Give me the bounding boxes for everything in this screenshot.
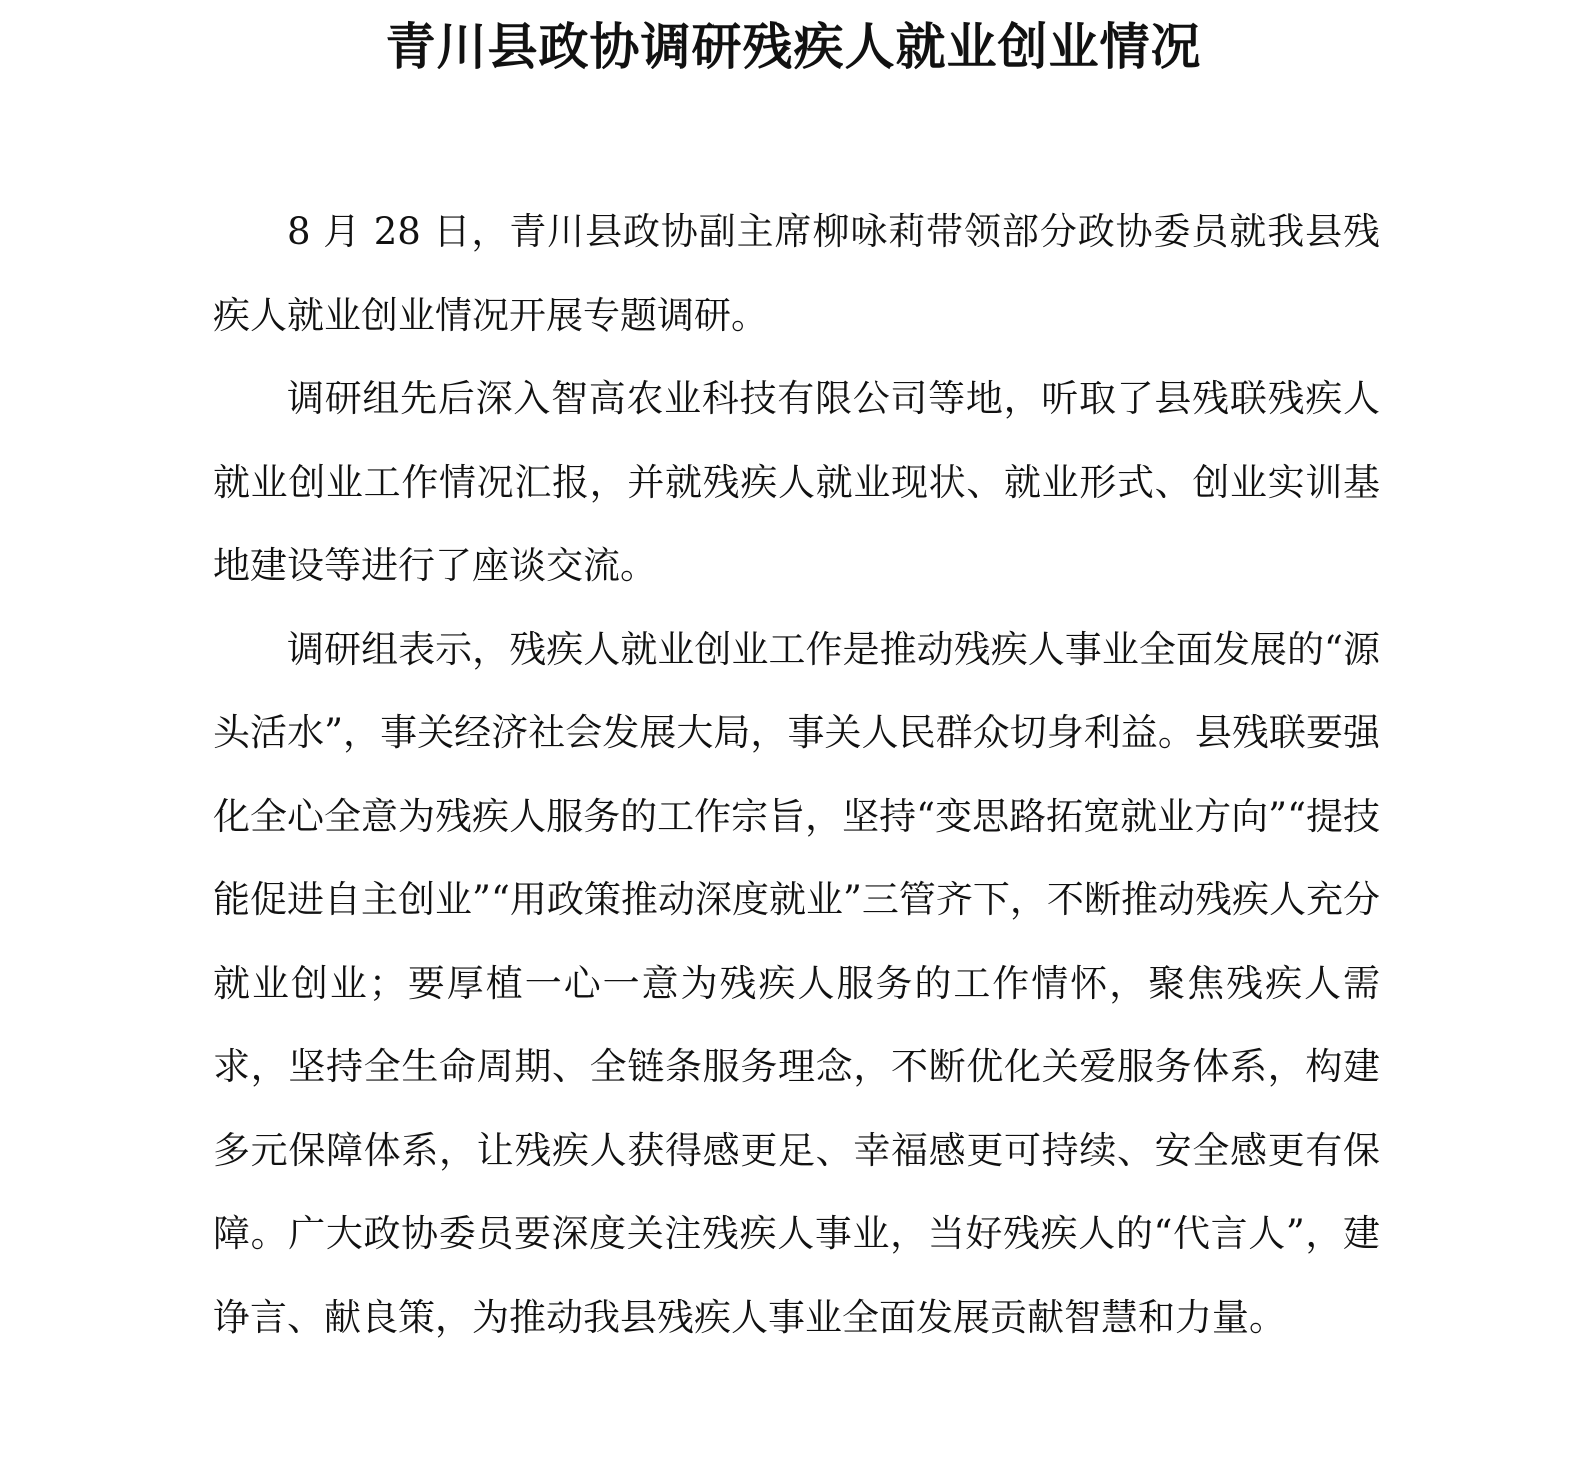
paragraph-2: 调研组先后深入智高农业科技有限公司等地，听取了县残联残疾人就业创业工作情况汇报，并就残疾人就业现状、就业形式、创业实训基地建设等进行了座谈交流。 xyxy=(213,377,1380,587)
paragraph-1: 8 月 28 日，青川县政协副主席柳咏莉带领部分政协委员就我县残疾人就业创业情况开展专题调研。 xyxy=(213,210,1380,337)
document-body xyxy=(213,190,1380,1359)
document-title: 青川县政协调研残疾人就业创业情况 xyxy=(385,17,1202,76)
paragraph-3: 调研组表示，残疾人就业创业工作是推动残疾人事业全面发展的“源头活水”，事关经济社会发展大局，事关人民群众切身利益。县残联要强化全心全意为残疾人服务的工作宗旨，坚持“变思路拓宽就业方向”“提技能促进自主创业”“用政策推动深度就业”三管齐下，不断推动残疾人充分就业创业；要厚植一心一意为残疾人服务的工作情怀，聚焦残疾人需求，坚持全生命周期、全链条服务理念，不断优化关爱服务体系，构建多元保障体系，让残疾人获得感更足、幸福感更可持续、安全感更有保障。广大政协委员要深度关注残疾人事业，当好残疾人的“代言人”，建诤言、献良策，为推动我县残疾人事业全面发展贡献智慧和力量。 xyxy=(213,627,1380,1339)
